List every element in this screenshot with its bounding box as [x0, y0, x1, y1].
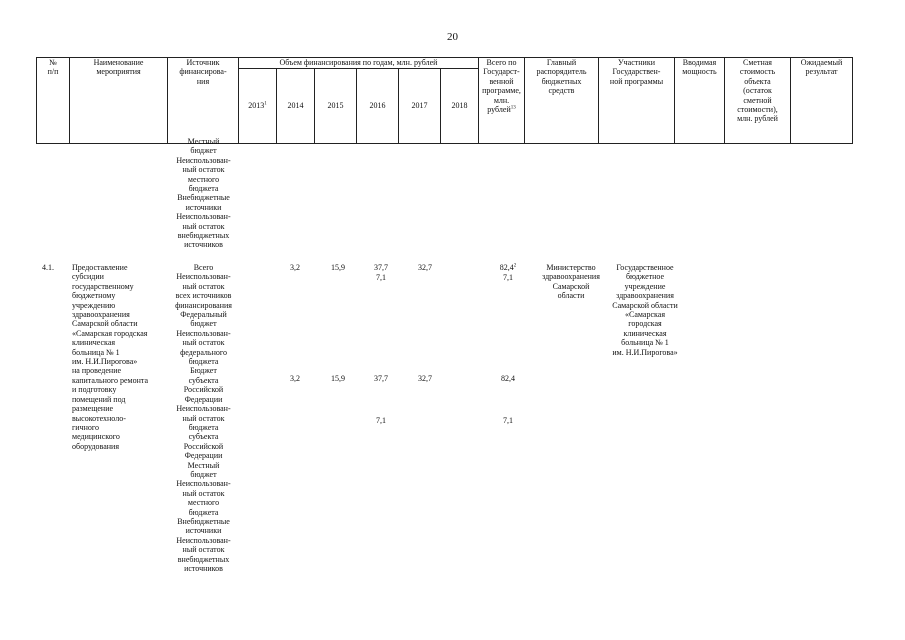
text-line: ный остаток [182, 338, 225, 348]
text-line: Участники [617, 58, 655, 67]
text-line: Российской [183, 441, 224, 451]
text-line: на проведение [72, 366, 122, 376]
text-line: им. Н.И.Пирогова» [612, 347, 678, 357]
item-name [72, 263, 166, 451]
text-line: федерального [180, 347, 227, 357]
value-2016-unused: 7,1 [376, 273, 386, 282]
text-line: Государственное [616, 263, 674, 272]
text-line: Федеральный [180, 310, 227, 320]
value-2016-regional-unused: 7,1 [376, 416, 386, 425]
text-line: внебюджетных [177, 554, 230, 564]
value-all-total: 82,4$^2$ [499, 263, 517, 272]
text-line: здравоохранения [542, 272, 600, 282]
text-line: здравоохранения [72, 310, 130, 320]
text-line: средств [548, 86, 575, 96]
text-line: бюджетных [541, 76, 582, 86]
text-line: оборудования [72, 441, 119, 451]
text-line: бюджетное [625, 272, 665, 282]
text-line: ный остаток [182, 165, 225, 175]
text-line: Неиспользован- [176, 155, 231, 165]
table-header [36, 57, 853, 144]
text-line: субсидии [72, 272, 104, 282]
text-line: млн. рублей [737, 114, 778, 124]
header-volume: Объем финансирования по годам, млн. рублей [239, 58, 479, 69]
text-line: медицинского [72, 432, 120, 442]
header-num [37, 58, 70, 144]
text-line: Наименование [93, 58, 144, 67]
text-line: венной [489, 76, 514, 86]
text-line: здравоохранения [616, 291, 674, 301]
text-line: местного [187, 174, 220, 184]
text-line: Предоставление [72, 263, 128, 272]
text-line: всех источников [175, 291, 232, 301]
text-line: Вводимая [682, 58, 717, 67]
text-line: Всего по [486, 58, 517, 67]
text-line: и подготовку [72, 385, 117, 395]
text-line: помещений под [72, 394, 126, 404]
text-line: сметной [743, 95, 772, 105]
text-line: (остатoк [743, 86, 772, 96]
text-line: программе, [482, 86, 521, 96]
item-sources [166, 263, 241, 573]
text-line: источников [184, 240, 223, 250]
text-line: бюджет [190, 469, 217, 479]
text-line: Неиспользован- [176, 272, 231, 282]
page-number: 20 [447, 31, 458, 43]
header-year-2014: 2014 [277, 69, 315, 144]
text-line: клиническая [623, 328, 667, 338]
text-line: Государст- [483, 67, 520, 77]
value-2017-total: 32,7 [418, 263, 432, 272]
text-line: Неиспользован- [176, 479, 231, 489]
text-line: Федерации [184, 451, 223, 461]
text-line: ный остаток [182, 545, 225, 555]
text-line: им. Н.И.Пирогова» [72, 357, 138, 367]
text-line: объекта [744, 76, 771, 86]
text-line: местного [187, 498, 220, 508]
text-line: учреждение [624, 281, 666, 291]
text-line: бюджета [188, 357, 219, 367]
header-year-2015: 2015 [315, 69, 357, 144]
header-year-2018: 2018 [441, 69, 479, 144]
text-line: Российской [183, 385, 224, 395]
text-line: бюджетному [72, 291, 116, 301]
text-line: учреждению [72, 300, 116, 310]
text-line: ный остаток [182, 221, 225, 231]
text-line: Внебюджетные [177, 516, 230, 526]
text-line: Федерации [184, 394, 223, 404]
header-total [479, 58, 525, 144]
value-2016-regional: 37,7 [374, 374, 388, 383]
text-line: стоимость [739, 67, 776, 77]
text-line: высокотехноло- [72, 413, 126, 423]
header-result [791, 58, 853, 144]
value-2015-total: 15,9 [331, 263, 345, 272]
item-num: 4.1. [42, 263, 54, 272]
text-line: бюджет [190, 146, 217, 156]
text-line: финансирования [175, 300, 232, 310]
text-line: Источник [186, 58, 220, 67]
text-line: ной программы [609, 76, 664, 86]
value-2016-total: 37,7 [374, 263, 388, 272]
item-manager [535, 263, 607, 301]
text-line: ный остаток [182, 413, 225, 423]
text-line: ный остаток [182, 281, 225, 291]
value-2014-regional: 3,2 [290, 374, 300, 383]
top-sources [166, 137, 241, 250]
text-line: Неиспользован- [176, 212, 231, 222]
value-all-regional: 82,4 [501, 374, 515, 383]
text-line: размещение [72, 404, 114, 414]
text-line: п/п [47, 67, 59, 77]
header-participants [599, 58, 675, 144]
header-manager [525, 58, 599, 144]
text-line: бюджет [190, 319, 217, 329]
text-line: «Самарская [625, 310, 665, 320]
text-line: ния [196, 76, 210, 86]
text-line: рублей$^{13}$ [487, 105, 516, 115]
text-line: Главный [546, 58, 577, 67]
text-line: Ожидаемый [800, 58, 843, 67]
value-all-unused: 7,1 [503, 273, 513, 282]
text-line: Всего [193, 263, 214, 272]
header-cost [725, 58, 791, 144]
text-line: источники [185, 526, 222, 536]
text-line: Местный [187, 137, 220, 146]
text-line: городская [628, 319, 662, 329]
text-line: мероприятия [96, 67, 141, 77]
text-line: внебюджетных [177, 231, 230, 241]
header-capacity [675, 58, 725, 144]
text-line: Самарской [552, 281, 590, 291]
text-line: Местный [187, 460, 220, 470]
text-line: гичного [72, 422, 99, 432]
text-line: результат [805, 67, 838, 77]
value-2014-total: 3,2 [290, 263, 300, 272]
text-line: финансирова- [179, 67, 227, 77]
text-line: клиническая [72, 338, 116, 348]
text-line: стоимости), [737, 105, 778, 115]
header-year-2017: 2017 [399, 69, 441, 144]
text-line: субъекта [188, 432, 219, 442]
header-name [70, 58, 168, 144]
text-line: субъекта [188, 375, 219, 385]
text-line: больница № 1 [621, 338, 669, 348]
value-2017-regional: 32,7 [418, 374, 432, 383]
text-line: Государствен- [612, 67, 661, 77]
text-line: Самарской области [612, 300, 678, 310]
text-line: Самарской области [72, 319, 138, 329]
text-line: Внебюджетные [177, 193, 230, 203]
text-line: государственному [72, 281, 134, 291]
text-line: «Самарская городская [72, 328, 148, 338]
header-year-2013: 2013$^1$ [239, 69, 277, 144]
text-line: области [557, 291, 585, 301]
value-all-regional-unused: 7,1 [503, 416, 513, 425]
header-source [168, 58, 239, 144]
text-line: ный остаток [182, 488, 225, 498]
text-line: бюджета [188, 184, 219, 194]
text-line: капитального ремонта [72, 375, 149, 385]
text-line: Неиспользован- [176, 328, 231, 338]
text-line: источники [185, 202, 222, 212]
text-line: больница № 1 [72, 347, 120, 357]
text-line: источников [184, 564, 223, 573]
value-2015-regional: 15,9 [331, 374, 345, 383]
text-line: распорядитель [536, 67, 587, 77]
text-line: № [49, 58, 57, 67]
text-line: бюджета [188, 507, 219, 517]
text-line: Неиспользован- [176, 404, 231, 414]
text-line: Неиспользован- [176, 535, 231, 545]
text-line: мощность [682, 67, 717, 77]
text-line: Сметная [743, 58, 772, 67]
text-line: Министерство [546, 263, 596, 272]
text-line: бюджета [188, 422, 219, 432]
text-line: млн. [493, 95, 510, 105]
header-year-2016: 2016 [357, 69, 399, 144]
text-line: Бюджет [190, 366, 217, 376]
item-participants [606, 263, 684, 357]
